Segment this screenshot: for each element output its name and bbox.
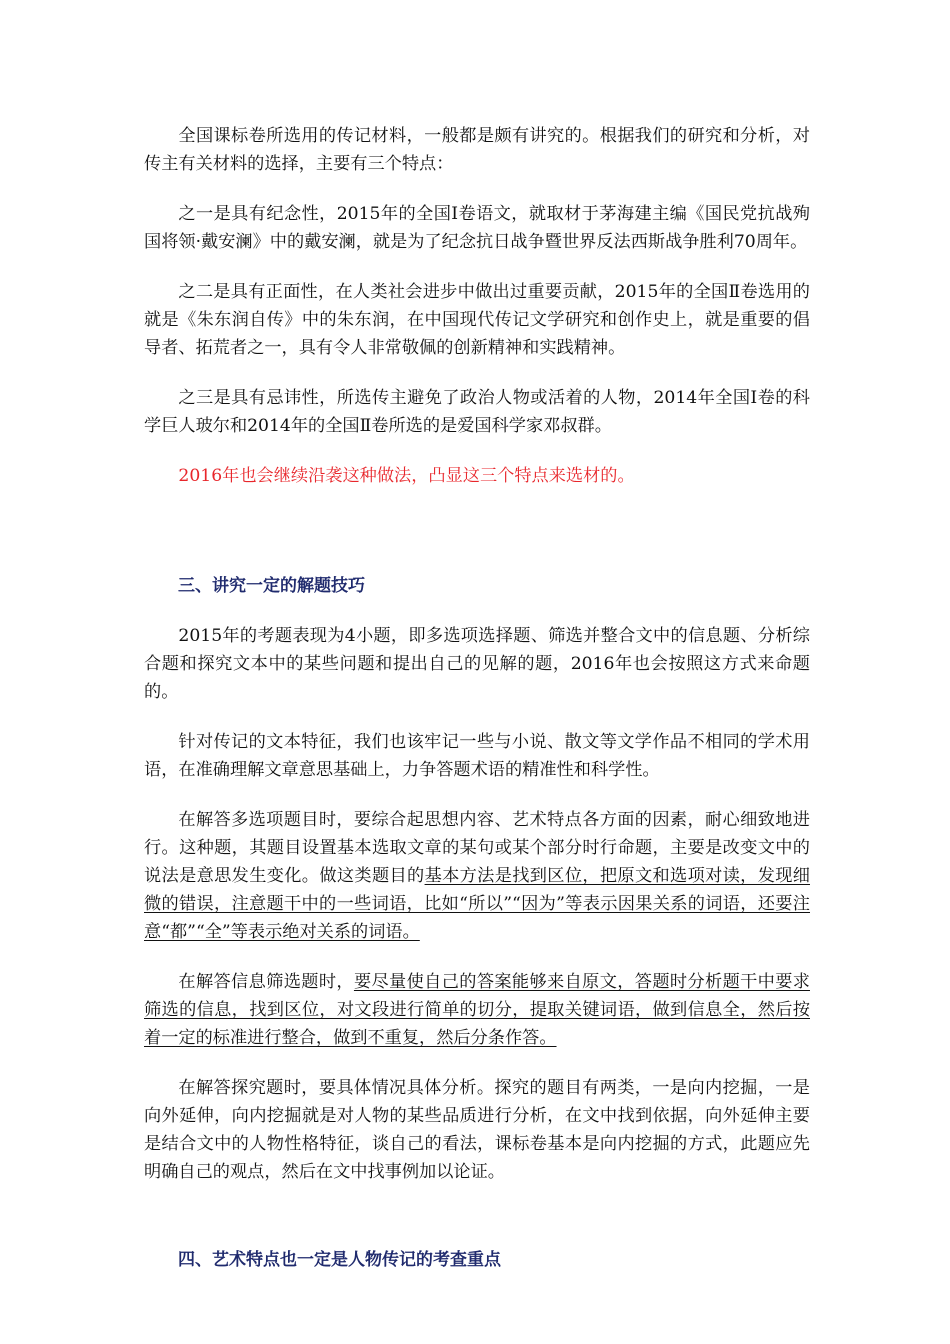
- multiple-choice-paragraph: [144, 806, 810, 946]
- multiple-choice-method-underlined: 基本方法是找到区位，把原文和选项对读，发现细微的错误，注意题干中的一些词语，比如“所以”“因为”等表示因果关系的词语，还要注意“都”“全”等表示绝对关系的词语。: [144, 866, 810, 942]
- multiple-choice-text: 在解答多选项题目时，要综合起思想内容、艺术特点各方面的因素，耐心细致地进行。这种题，其题目设置基本选取文章的某句或某个部分时行命题，主要是改变文中的说法是意思发生变化。做这类题目的: [144, 810, 810, 886]
- prediction-paragraph: 2016年也会继续沿袭这种做法，凸显这三个特点来选材的。: [178, 466, 635, 486]
- info-filter-text: 在解答信息筛选题时，: [178, 972, 354, 992]
- feature-one-paragraph: 之一是具有纪念性，2015年的全国Ⅰ卷语文，就取材于茅海建主编《国民党抗战殉国将领·戴安澜》中的戴安澜，就是为了纪念抗日战争暨世界反法西斯战争胜利70周年。: [144, 204, 810, 252]
- info-filter-paragraph: [144, 968, 810, 1052]
- section-four-heading: 四、艺术特点也一定是人物传记的考查重点: [178, 1250, 501, 1270]
- inquiry-paragraph: 在解答探究题时，要具体情况具体分析。探究的题目有两类，一是向内挖掘，一是向外延伸，向内挖掘就是对人物的某些品质进行分析，在文中找到依据，向外延伸主要是结合文中的人物性格特征，谈自己的看法，课标卷基本是向内挖掘的方式，此题应先明确自己的观点，然后在文中找事例加以论证。: [144, 1078, 810, 1182]
- exam-format-paragraph: 2015年的考题表现为4小题，即多选项选择题、筛选并整合文中的信息题、分析综合题和探究文本中的某些问题和提出自己的见解的题，2016年也会按照这方式来命题的。: [144, 626, 810, 702]
- section-three-heading: 三、讲究一定的解题技巧: [178, 576, 365, 596]
- section-spacer: [144, 1208, 810, 1246]
- feature-three-paragraph: 之三是具有忌讳性，所选传主避免了政治人物或活着的人物，2014年全国Ⅰ卷的科学巨人玻尔和2014年的全国Ⅱ卷所选的是爱国科学家邓叔群。: [144, 388, 810, 436]
- document-page: [144, 122, 810, 1296]
- info-filter-method-underlined: 要尽量使自己的答案能够来自原文，答题时分析题干中要求筛选的信息，找到区位，对文段进行简单的切分，提取关键词语，做到信息全，然后按着一定的标准进行整合，做到不重复，然后分条作答。: [144, 972, 810, 1048]
- section-spacer: [144, 512, 810, 572]
- feature-two-paragraph: 之二是具有正面性，在人类社会进步中做出过重要贡献，2015年的全国Ⅱ卷选用的就是《朱东润自传》中的朱东润，在中国现代传记文学研究和创作史上，就是重要的倡导者、拓荒者之一，具有令人非常敬佩的创新精神和实践精神。: [144, 282, 810, 358]
- intro-paragraph: 全国课标卷所选用的传记材料，一般都是颇有讲究的。根据我们的研究和分析，对传主有关材料的选择，主要有三个特点：: [144, 126, 810, 174]
- terminology-paragraph: 针对传记的文本特征，我们也该牢记一些与小说、散文等文学作品不相同的学术用语，在准确理解文章意思基础上，力争答题术语的精准性和科学性。: [144, 732, 810, 780]
